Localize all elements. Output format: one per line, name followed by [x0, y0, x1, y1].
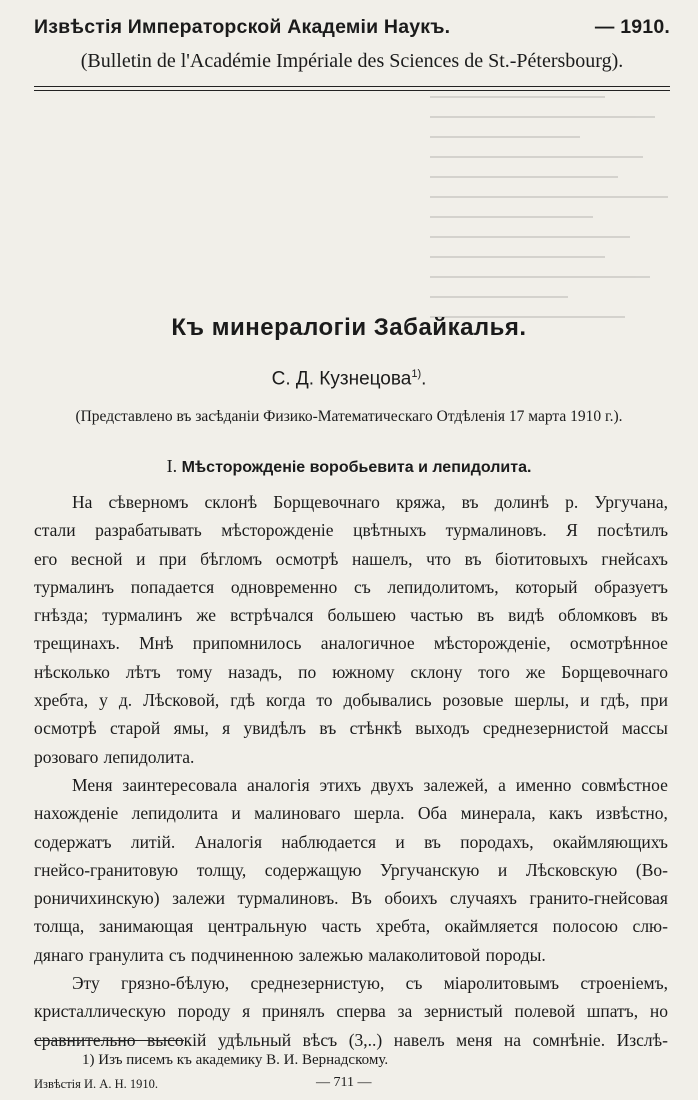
text-line: Эту грязно-бѣлую, среднезернистую, съ міаролитовымъ строеніемъ,: [72, 973, 668, 994]
text-line: содержатъ литій. Аналогія наблюдается и въ породахъ, окаймляющихъ: [34, 831, 668, 852]
text-line: турмалинъ попадается одновременно съ лепидолитомъ, который образуетъ: [34, 576, 668, 597]
text-line: роничихинскую) залежи турмалиновъ. Въ обоихъ случаяхъ гранито-гнейсовая: [34, 888, 668, 909]
text-line: На сѣверномъ склонѣ Борщевочнаго кряжа, въ долинѣ р. Ургучана,: [72, 492, 668, 512]
text-line: гнейсо-гранитовую толщу, содержащую Ургучанскую и Лѣсковскую (Во-: [34, 859, 668, 880]
text-line: Меня заинтересовала аналогія этихъ двухъ залежей, а именно совмѣстное: [72, 774, 668, 795]
article-body: [34, 488, 668, 1054]
text-line: кристаллическую породу я принялъ сперва за зернистый полевой шпатъ, но: [34, 1001, 668, 1022]
text-line: сравнительно высокій удѣльный вѣсъ (3,..) навелъ меня на сомнѣніе. Изслѣ-: [34, 1029, 668, 1050]
footnote-rule: [34, 1040, 184, 1041]
text-line: его весной и при бѣгломъ осмотрѣ нашелъ, что въ біотитовыхъ гнейсахъ: [34, 548, 668, 569]
presentation-note: (Представлено въ засѣданіи Физико-Математическаго Отдѣленія 17 марта 1910 г.).: [75, 408, 623, 425]
text-line: гнѣзда; турмалинъ же встрѣчался большею частью въ видѣ обломковъ въ: [34, 605, 668, 626]
journal-title: Извѣстія Императорской Академіи Наукъ.: [34, 16, 451, 38]
author-name: С. Д. Кузнецова: [271, 368, 412, 390]
text-line: нахожденіе лепидолита и малиноваго шерла. Оба минерала, какъ извѣстно,: [34, 803, 668, 824]
journal-header: [34, 16, 670, 39]
page-footer: [34, 1077, 670, 1092]
bulletin-title: (Bulletin de l'Académie Impériale des Sciences de St.-Pétersbourg).: [80, 50, 624, 72]
section-number: I.: [166, 456, 178, 476]
text-line: дянаго гранулита съ подчиненною залежью малаколитовой породы.: [34, 944, 546, 965]
journal-year: — 1910.: [594, 16, 670, 38]
text-line: осмотрѣ старой ямы, я увидѣлъ въ стѣнкѣ выходъ среднезернистой массы: [34, 718, 668, 739]
article-author: С. Д. Кузнецова$^{1)}$.: [271, 368, 427, 390]
text-line: трещинахъ. Мнѣ припомнилось аналогичное мѣсторожденіе, осмотрѣнное: [34, 633, 668, 654]
text-line: стали разрабатывать мѣсторожденіе цвѣтныхъ турмалиновъ. Я посѣтилъ: [34, 520, 668, 541]
footnote-mark: 1): [411, 368, 422, 380]
footnote: 1) Изъ писемъ къ академику В. И. Вернадскому.: [82, 1052, 389, 1068]
text-line: розоваго лепидолита.: [34, 746, 195, 767]
article-title: Къ минералогіи Забайкалья.: [171, 314, 527, 341]
page-number: — 711 —: [316, 1075, 372, 1090]
text-line: нѣсколько лѣтъ тому назадъ, по южному склону того же Борщевочнаго: [34, 661, 668, 682]
text-line: толща, занимающая центральную часть хребта, окаймляется полосою слю-: [34, 916, 668, 937]
text-line: хребта, у д. Лѣсковой, гдѣ когда то добывались розовые шерлы, и гдѣ, при: [34, 690, 668, 711]
footer-journal: Извѣстія И. А. Н. 1910.: [34, 1077, 158, 1091]
header-rule-bottom: [34, 90, 670, 91]
section-title: Мѣсторожденіе воробьевита и лепидолита.: [181, 459, 532, 476]
section-heading: [0, 456, 698, 477]
header-rule-top: [34, 86, 670, 87]
